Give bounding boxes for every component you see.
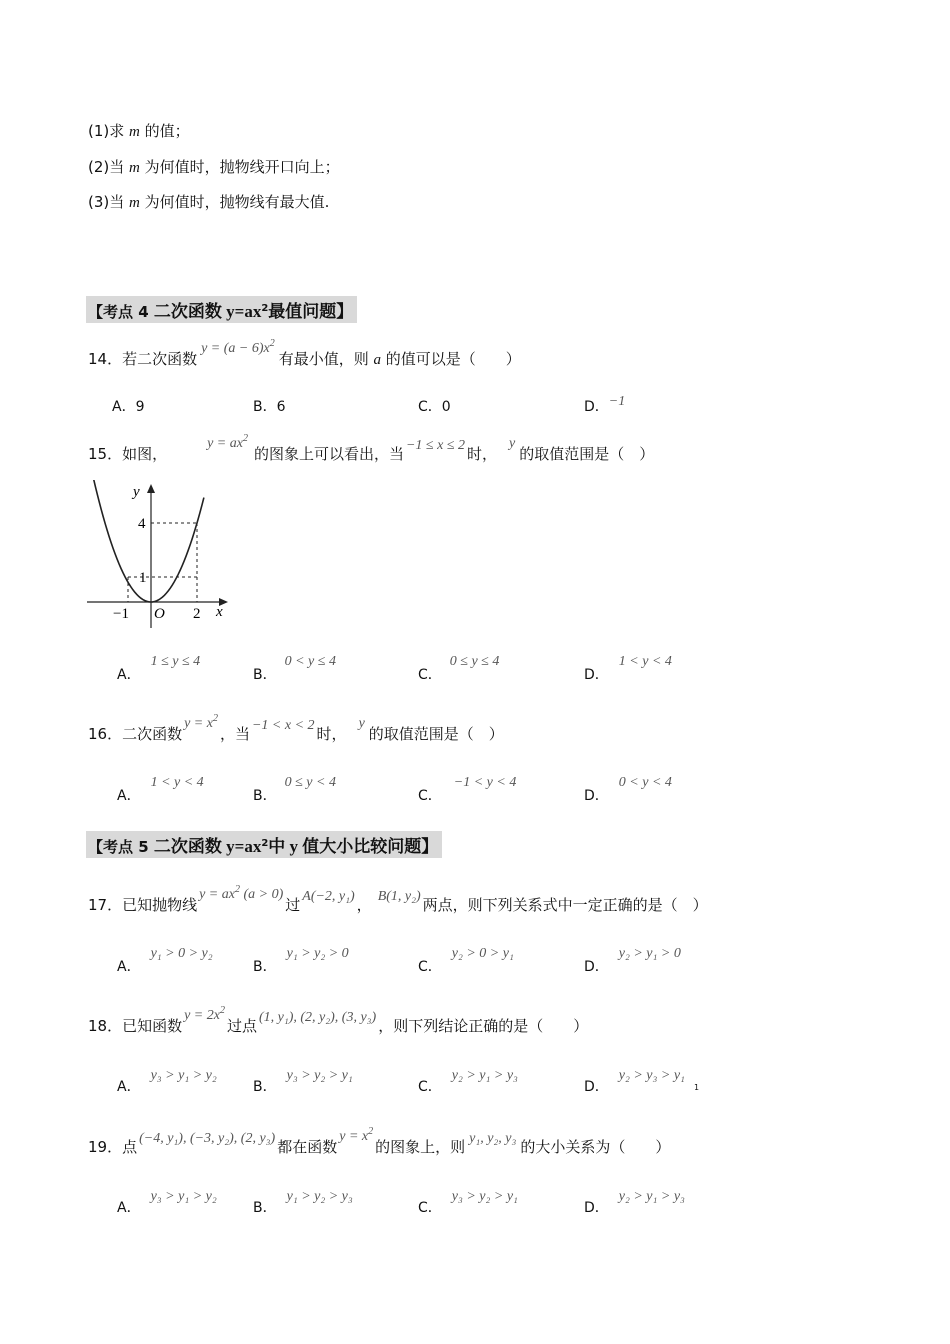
q14-expression: $y = (a - 6)x^2$ bbox=[201, 338, 275, 356]
section-5-heading: 【考点 5 二次函数 $y=ax^2$中 y 值大小比较问题】 bbox=[86, 831, 442, 858]
sub-question-2: (2)当 m 为何值时，抛物线开口向上； bbox=[88, 158, 340, 176]
tick-label-2: 2 bbox=[193, 606, 201, 622]
q14-option-c[interactable]: C．0 bbox=[418, 399, 451, 415]
q15-stem: 15．如图，$y = ax^2$的图象上可以看出，当 −1 ≤ x ≤ 2 时，y的取值范围是（ ） bbox=[88, 433, 655, 463]
q16-option-c[interactable]: C．−1 < y < 4 bbox=[418, 775, 517, 804]
q18-option-d[interactable]: D．y₂ > y₃ > y₁ bbox=[584, 1068, 685, 1095]
q18-option-c[interactable]: C．y₂ > y₁ > y₃ bbox=[418, 1068, 518, 1095]
q14-stem: 14．若二次函数$y = (a - 6)x^2$有最小值，则 a 的值可以是（ ） bbox=[88, 338, 521, 368]
tick-label-1: 1 bbox=[139, 570, 147, 586]
q19-option-a[interactable]: A．y₃ > y₁ > y₂ bbox=[117, 1189, 217, 1216]
y-axis-arrow bbox=[147, 484, 155, 493]
q17-option-d[interactable]: D．y₂ > y₁ > 0 bbox=[584, 946, 681, 975]
q17-option-a[interactable]: A．y₁ > 0 > y₂ bbox=[117, 946, 213, 975]
q15-option-b[interactable]: B．0 < y ≤ 4 bbox=[253, 654, 336, 683]
q17-option-c[interactable]: C．y₂ > 0 > y₁ bbox=[418, 946, 514, 975]
y-axis-label: y bbox=[133, 484, 140, 500]
q19-stem: 19．点 (−4, y₁), (−3, y₂), (2, y₃) 都在函数$y = x^2$的图象上，则 y₁, y₂, y₃ 的大小关系为（ ） bbox=[88, 1126, 671, 1156]
tick-label-4: 4 bbox=[138, 516, 146, 532]
q18-option-a[interactable]: A．y₃ > y₁ > y₂ bbox=[117, 1068, 217, 1095]
section-4-heading: 【考点 4 二次函数 $y=ax^2$最值问题】 bbox=[86, 296, 357, 323]
q19-option-d[interactable]: D．y₂ > y₁ > y₃ bbox=[584, 1189, 685, 1216]
q18-option-b[interactable]: B．y₃ > y₂ > y₁ bbox=[253, 1068, 353, 1095]
q16-stem: 16．二次函数$y = x^2$，当 −1 < x < 2 时，y的取值范围是（ ） bbox=[88, 713, 504, 743]
q14-option-a[interactable]: A．9 bbox=[112, 399, 145, 415]
q16-option-b[interactable]: B．0 ≤ y < 4 bbox=[253, 775, 336, 804]
q16-option-a[interactable]: A．1 < y < 4 bbox=[117, 775, 204, 804]
q15-option-d[interactable]: D．1 < y < 4 bbox=[584, 654, 672, 683]
q14-option-b[interactable]: B．6 bbox=[253, 399, 286, 415]
page-mark: 1 bbox=[694, 1083, 700, 1092]
q15-option-a[interactable]: A．1 ≤ y ≤ 4 bbox=[117, 654, 201, 683]
q15-option-c[interactable]: C．0 ≤ y ≤ 4 bbox=[418, 654, 500, 683]
tick-label-neg1: −1 bbox=[113, 606, 129, 622]
sub-question-1: (1)求 m 的值； bbox=[88, 122, 190, 140]
sub-question-3: (3)当 m 为何值时，抛物线有最大值. bbox=[88, 193, 330, 211]
q19-option-b[interactable]: B．y₁ > y₂ > y₃ bbox=[253, 1189, 353, 1216]
origin-label: O bbox=[154, 606, 165, 622]
q17-option-b[interactable]: B．y₁ > y₂ > 0 bbox=[253, 946, 349, 975]
q16-expression: $y = x^2$ bbox=[184, 713, 218, 731]
q17-stem: 17．已知抛物线$y = ax^2$ (a > 0)过 A(−2, y₁) ， B(1, y₂) 两点，则下列关系式中一定正确的是（ ） bbox=[88, 884, 708, 914]
q16-option-d[interactable]: D．0 < y < 4 bbox=[584, 775, 672, 804]
q17-expression: $y = ax^2$ (a > 0) bbox=[199, 884, 284, 902]
q19-expression: $y = x^2$ bbox=[339, 1126, 374, 1144]
q19-option-c[interactable]: C．y₃ > y₂ > y₁ bbox=[418, 1189, 518, 1216]
q18-stem: 18．已知函数$y = 2x^2$过点 (1, y₁), (2, y₂), (3, y₃) ，则下列结论正确的是（ ） bbox=[88, 1005, 589, 1035]
q18-expression: $y = 2x^2$ bbox=[184, 1005, 225, 1023]
q14-option-d[interactable]: D．−1 bbox=[584, 394, 626, 415]
parabola-graph bbox=[85, 480, 235, 630]
x-axis-label: x bbox=[216, 604, 223, 620]
q15-expression: $y = ax^2$ bbox=[207, 433, 248, 451]
